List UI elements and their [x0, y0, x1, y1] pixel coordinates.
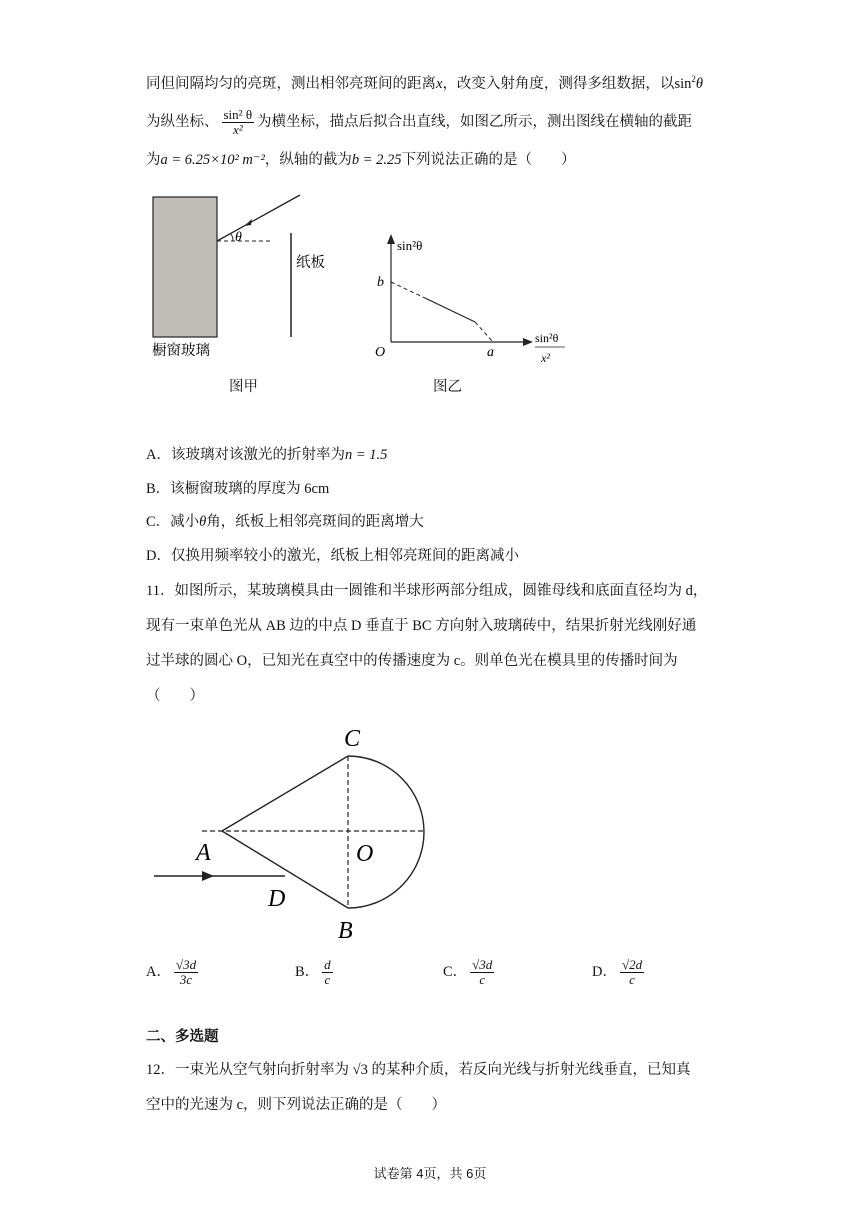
option-text: 角，纸板上相邻亮斑间的距离增大 [206, 514, 424, 530]
sup-2: 2 [691, 74, 696, 84]
hemisphere-arc [348, 756, 424, 908]
option-fraction [470, 958, 494, 987]
fraction-denominator: c [479, 972, 486, 987]
x-arrow-icon [523, 338, 533, 346]
option-text: C．减小 [146, 514, 200, 530]
fraction-numerator: sin² θ [223, 107, 253, 123]
q12-line2: 空中的光速为 c，则下列说法正确的是（ ） [146, 1097, 447, 1113]
x-axis-den: x² [541, 351, 550, 365]
caption-jia: 图甲 [229, 379, 258, 395]
fraction-numerator: √2d [621, 957, 643, 972]
option-fraction [174, 958, 198, 987]
sin-text: sin [674, 75, 692, 92]
a-label: a [487, 345, 494, 360]
point-d-label: D [268, 886, 286, 912]
option-math: n = 1.5 [344, 447, 388, 463]
fit-line [425, 298, 475, 322]
q10-text: 为横坐标，描点后拟合出直线，如图乙所示，测出图线在横轴的截距 [257, 114, 693, 130]
q10-text: 为 [146, 152, 161, 168]
fraction-denominator: 3c [179, 972, 193, 987]
fraction-numerator: √3d [175, 957, 197, 972]
var-x: x [436, 75, 443, 92]
fraction-numerator: d [324, 957, 331, 972]
caption-yi: 图乙 [433, 379, 462, 395]
q10-option-c [146, 512, 424, 532]
q11-line2: 现有一束单色光从 AB 边的中点 D 垂直于 BC 方向射入玻璃砖中，结果折射光线刚好通 [146, 618, 697, 634]
q11-line3: 过半球的圆心 O，已知光在真空中的传播速度为 c。则单色光在模具里的传播时间为 [146, 653, 678, 669]
origin-label: O [375, 345, 386, 360]
fraction-denominator: c [324, 972, 331, 987]
q10-text: ，纵轴的截为 [264, 152, 352, 168]
q10-line2 [146, 104, 692, 140]
y-axis-label: sin²θ [397, 238, 423, 253]
q11-line4: （ ） [146, 688, 204, 704]
glass-label: 橱窗玻璃 [152, 343, 210, 359]
line-dashed-right [475, 322, 493, 342]
option-label: D． [592, 963, 617, 980]
board-label: 纸板 [296, 255, 325, 271]
angle-arc [231, 234, 233, 241]
fraction-denominator: c [629, 972, 635, 987]
b-value: b = 2.25 [351, 152, 402, 168]
q10-text: 为纵坐标、 [146, 114, 219, 130]
option-text: A．该玻璃对该激光的折射率为 [146, 447, 345, 463]
option-text: D．仅换用频率较小的激光，纸板上相邻亮斑间的距离减小 [146, 548, 519, 564]
cone-edge-ac [222, 756, 348, 831]
q10-text: ，改变入射角度，测得多组数据，以 [442, 75, 675, 92]
sin2-over-x2-fraction [222, 108, 255, 137]
option-fraction [322, 958, 333, 987]
page-footer: 试卷第 4页，共 6页 [373, 1166, 487, 1181]
option-label: A． [146, 963, 171, 980]
q11-line1: 11．如图所示，某玻璃模具由一圆锥和半球形两部分组成，圆锥母线和底面直径均为 d， [146, 583, 708, 599]
theta: θ [695, 75, 703, 92]
point-c-label: C [344, 726, 361, 752]
glass-block [153, 197, 217, 337]
y-arrow-icon [387, 234, 395, 244]
q11-option-b [295, 958, 336, 987]
figure-yi [365, 230, 585, 375]
theta-label: θ [235, 230, 242, 245]
option-math: θ [199, 514, 207, 530]
point-o-label: O [356, 841, 374, 867]
incident-ray [217, 195, 300, 241]
fraction-numerator: √3d [472, 957, 493, 972]
q10-option-a [146, 445, 387, 465]
figure-jia [140, 185, 340, 370]
x-axis-num: sin²θ [535, 331, 559, 345]
q10-line3 [146, 150, 576, 170]
option-text: B．该橱窗玻璃的厚度为 6cm [146, 481, 330, 497]
line-dashed-left [391, 282, 425, 298]
q11-option-c [443, 958, 497, 987]
section-heading: 二、多选题 [146, 1029, 219, 1045]
q10-option-b [146, 479, 329, 499]
q11-option-d [592, 958, 647, 987]
arrow-icon [202, 871, 214, 881]
option-fraction [620, 958, 644, 987]
q10-line1 [146, 69, 703, 94]
figure-q11 [150, 718, 450, 948]
q10-option-d [146, 546, 519, 566]
option-label: B． [295, 963, 320, 980]
point-a-label: A [196, 840, 211, 866]
q10-text: 下列说法正确的是（ ） [401, 152, 576, 168]
q12-line1: 12．一束光从空气射向折射率为 √3 的某种介质，若反向光线与折射光线垂直，已知真 [146, 1062, 691, 1078]
q10-text: 同但间隔均匀的亮斑，测出相邻亮斑间的距离 [146, 75, 436, 92]
q11-option-a [146, 958, 201, 987]
b-label: b [377, 275, 384, 290]
point-b-label: B [338, 918, 353, 944]
a-value: a = 6.25×10² m⁻² [160, 152, 265, 168]
fraction-denominator: x² [232, 122, 243, 138]
option-label: C． [443, 963, 468, 980]
